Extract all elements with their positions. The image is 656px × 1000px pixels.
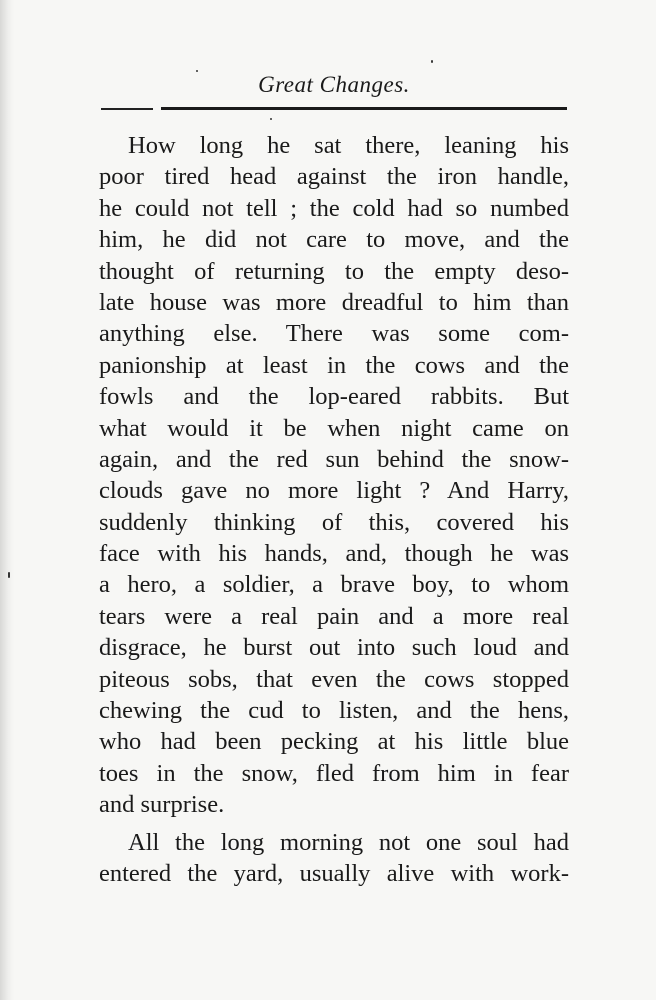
body-text	[99, 130, 569, 889]
text-line: poor tired head against the iron handle,	[99, 163, 569, 191]
print-speck	[8, 572, 10, 578]
text-line: late house was more dreadful to him than	[99, 288, 569, 316]
print-speck	[431, 60, 433, 63]
text-line: disgrace, he burst out into such loud and	[99, 634, 569, 662]
text-line: he could not tell ; the cold had so numbed	[99, 194, 569, 222]
text-line: toes in the snow, fled from him in fear	[99, 759, 569, 787]
text-line: and surprise.	[99, 791, 225, 819]
text-line: anything else. There was some com-	[99, 320, 569, 348]
text-line: who had been pecking at his little blue	[99, 728, 569, 756]
text-line: clouds gave no more light ? And Harry,	[99, 477, 569, 505]
text-line: How long he sat there, leaning his	[128, 132, 569, 159]
header-rule-left	[101, 108, 153, 110]
print-speck	[196, 70, 198, 72]
text-line: tears were a real pain and a more real	[99, 602, 569, 630]
text-line: chewing the cud to listen, and the hens,	[99, 697, 569, 725]
text-line: suddenly thinking of this, covered his	[99, 508, 569, 536]
text-line: again, and the red sun behind the snow-	[99, 445, 569, 473]
text-line: thought of returning to the empty deso-	[99, 257, 569, 285]
text-line: panionship at least in the cows and the	[99, 351, 569, 379]
page-gutter-shadow	[0, 0, 14, 1000]
text-line: him, he did not care to move, and the	[99, 226, 569, 254]
text-line: fowls and the lop-eared rabbits. But	[99, 383, 569, 411]
header-rule-right	[161, 107, 567, 110]
print-speck	[270, 118, 272, 120]
text-line: what would it be when night came on	[99, 414, 569, 442]
text-line: a hero, a soldier, a brave boy, to whom	[99, 571, 569, 599]
text-line: face with his hands, and, though he was	[99, 540, 569, 568]
text-line: piteous sobs, that even the cows stopped	[99, 665, 569, 693]
text-line: All the long morning not one soul had	[128, 828, 569, 856]
text-line: entered the yard, usually alive with work-	[99, 859, 569, 887]
running-head: Great Changes.	[258, 72, 410, 97]
